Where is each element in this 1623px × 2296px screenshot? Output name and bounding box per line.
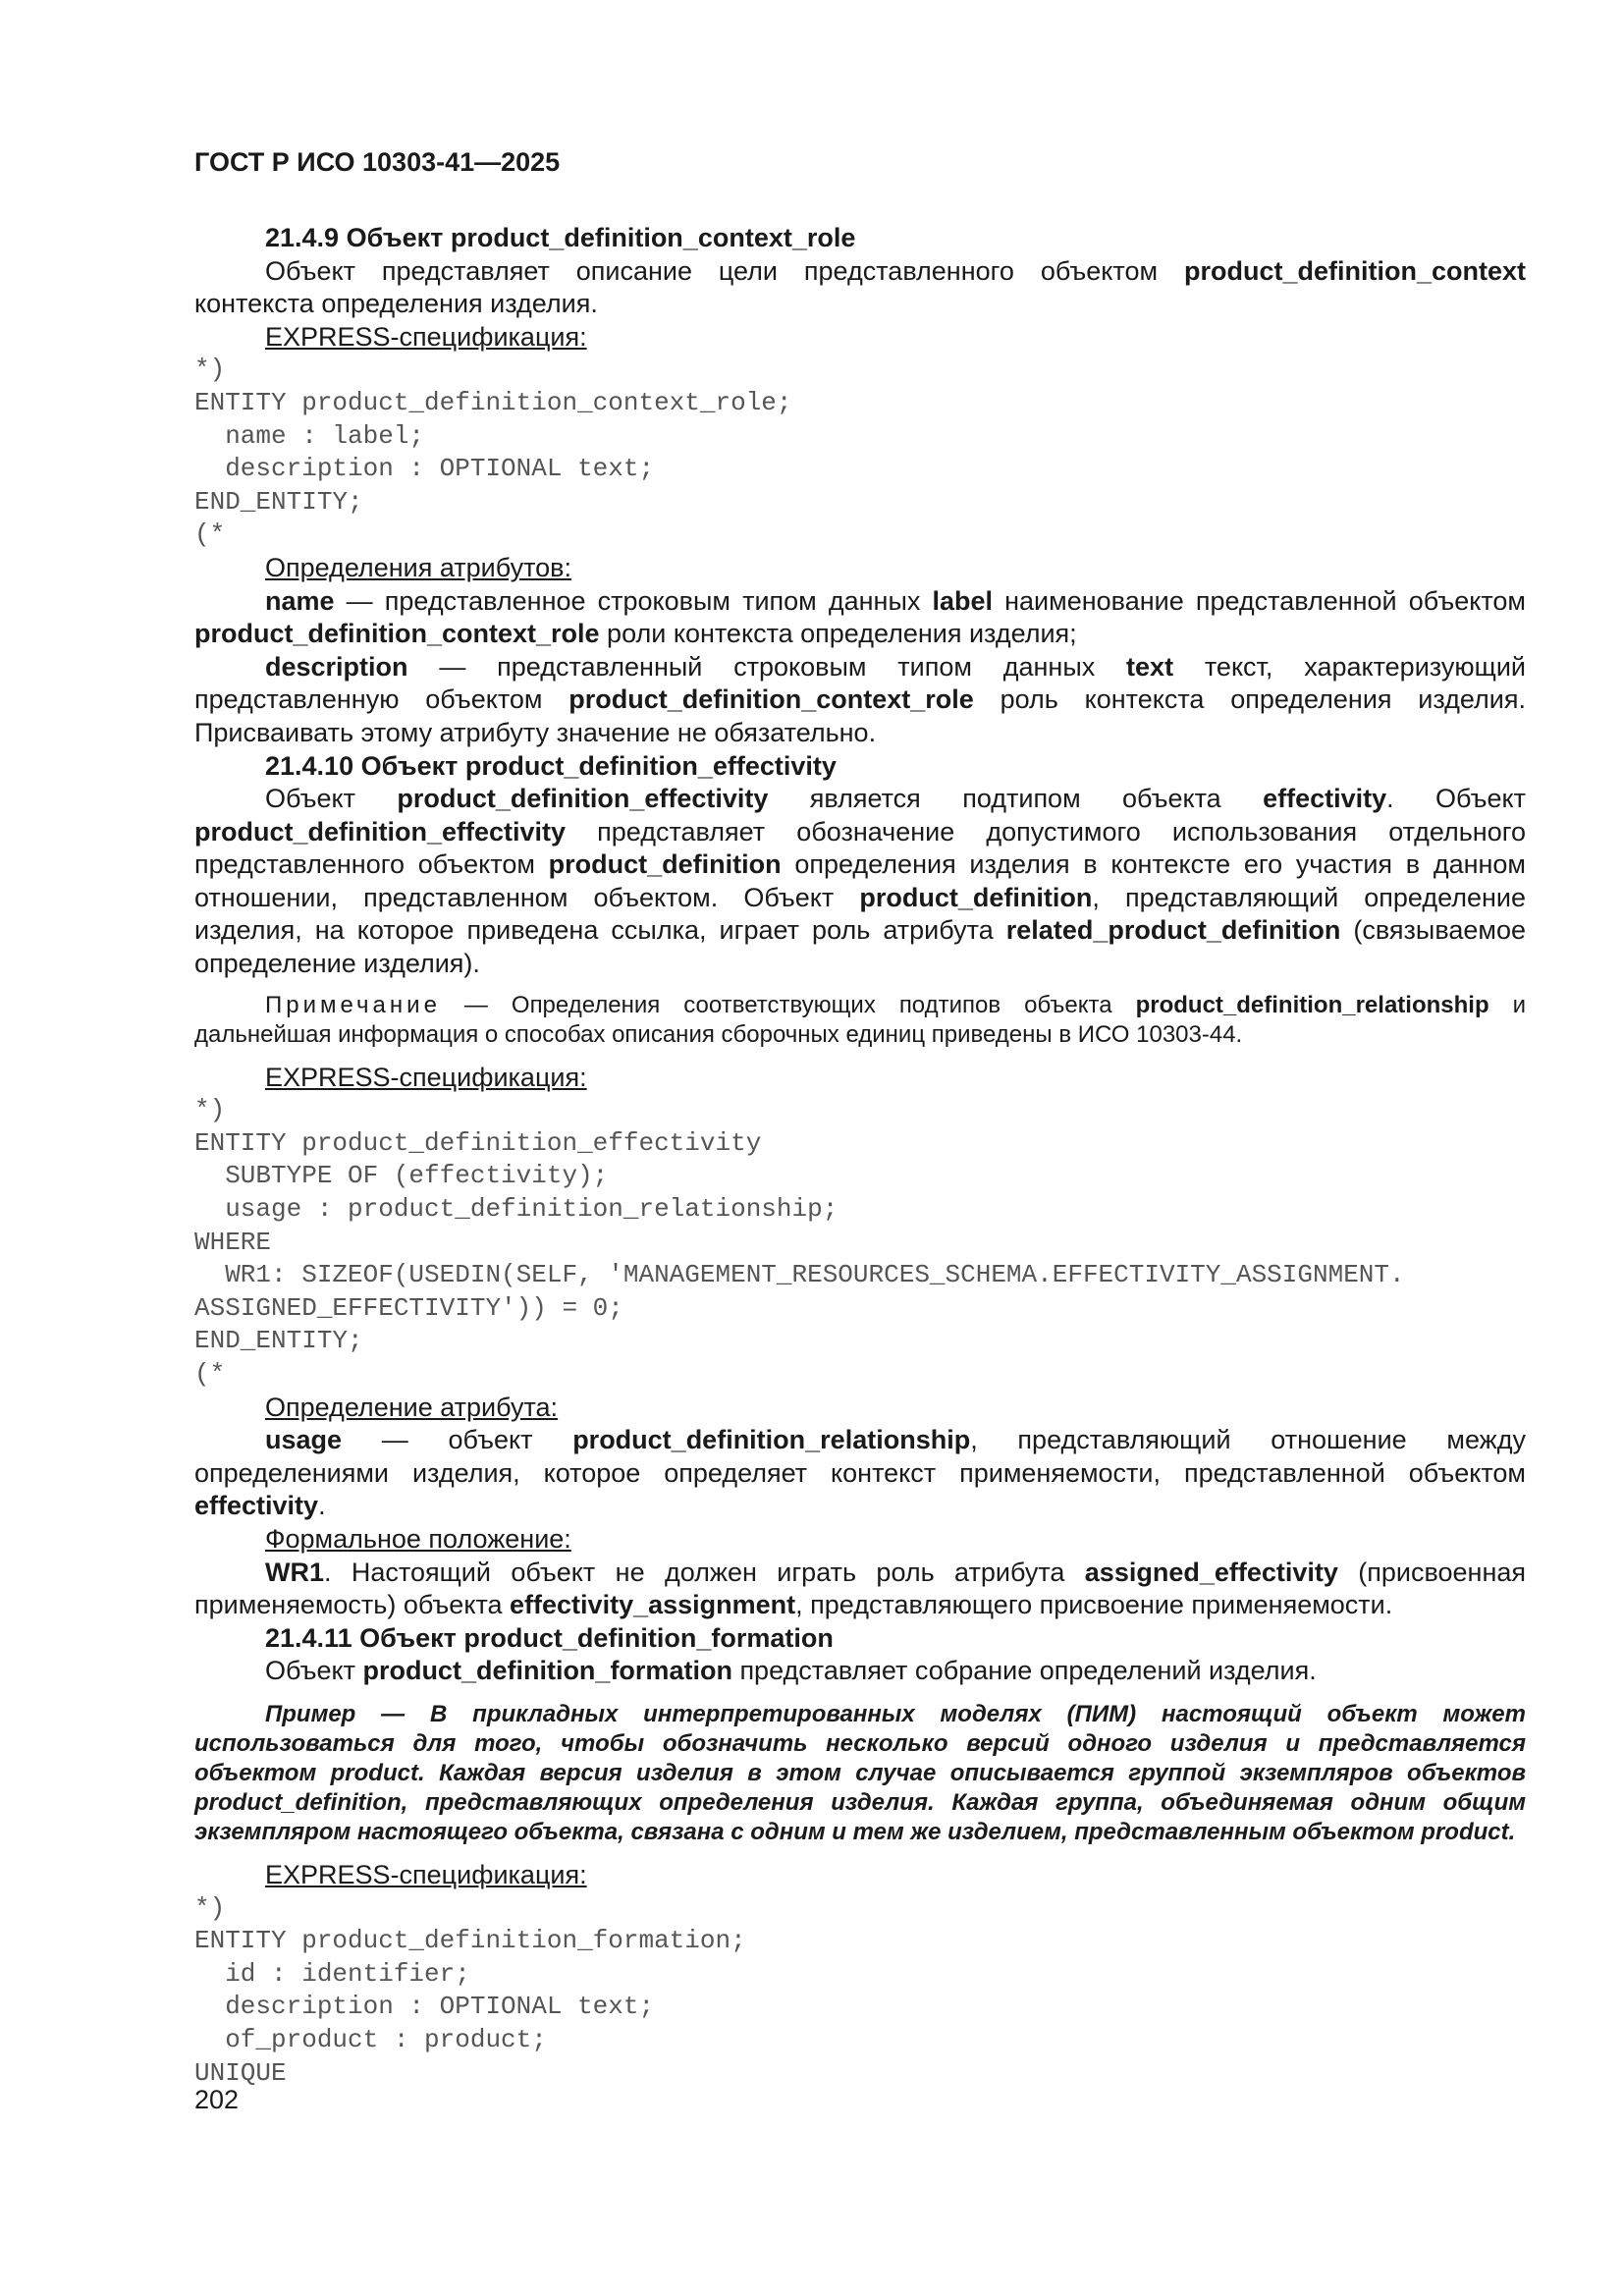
code-line: id : identifier;	[194, 1958, 470, 1989]
code-line: END_ENTITY;	[194, 486, 363, 517]
code-line: of_product : product;	[194, 2024, 547, 2054]
section-description: Объект product_definition_formation представляет собрание определений изделия.	[265, 1656, 1317, 1686]
express-spec-label: EXPRESS-спецификация:	[265, 1859, 587, 1889]
section-description: Объект product_definition_effectivity является подтипом объекта effectivity. Объект product_definition_effectivity представляет обозначение допустимого использования отдельного представленного объектом product_definition определения изделия в контексте его участия в данном отношении, представленном объектом. Объект product_definition, представляющий определение изделия, на которое приведена ссылка, играет роль атрибута related_product_definition (связываемое определение изделия).	[194, 784, 1526, 979]
section-description: Объект представляет описание цели представленного объектом product_definition_context контекста определения изделия.	[194, 255, 1526, 319]
example-text: Пример — В прикладных интерпретированных моделях (ПИМ) настоящий объект может использоваться для того, чтобы обозначить несколько версий одного изделия и представляется объектом product. Каждая версия изделия в этом случае описывается группой экземпляров объектов product_definition, представляющих определения изделия. Каждая группа, объединяемая одним общим экземпляром настоящего объекта, связана с одним и тем же изделием, представленным объектом product.	[194, 1700, 1526, 1845]
attribute-label: Определение атрибута:	[265, 1392, 559, 1422]
code-line: (*	[194, 1359, 226, 1389]
attributes-label: Определения атрибутов:	[265, 552, 572, 582]
page-content	[194, 222, 1526, 2090]
formal-proposition-label: Формальное положение:	[265, 1523, 571, 1554]
code-line: ENTITY product_definition_context_role;	[194, 387, 792, 417]
attribute-definition-name: name — представленное строковым типом данных label наименование представленной объектом product_definition_context_role роли контекста определения изделия;	[194, 585, 1526, 649]
code-line: description : OPTIONAL text;	[194, 1992, 655, 2022]
code-line: ASSIGNED_EFFECTIVITY')) = 0;	[194, 1292, 623, 1323]
express-spec-label: EXPRESS-спецификация:	[265, 1062, 587, 1092]
code-line: *)	[194, 355, 226, 385]
code-line: UNIQUE	[194, 2057, 287, 2088]
code-line: *)	[194, 1892, 226, 1923]
attribute-definition-usage: usage — объект product_definition_relationship, представляющий отношение между определениями изделия, которое определяет контекст применяемости, представленной объектом effectivity.	[194, 1425, 1526, 1521]
section-heading-21-4-9: 21.4.9 Объект product_definition_context_role	[265, 223, 856, 252]
code-line: ENTITY product_definition_formation;	[194, 1926, 746, 1956]
code-line: usage : product_definition_relationship;	[194, 1194, 839, 1225]
code-line: (*	[194, 519, 226, 550]
code-line: name : label;	[194, 420, 425, 451]
formal-proposition-wr1: WR1. Настоящий объект не должен играть роль атрибута assigned_effectivity (присвоенная применяемость) объекта effectivity_assignment, представляющего присвоение применяемости.	[194, 1557, 1527, 1620]
section-heading-21-4-10: 21.4.10 Объект product_definition_effectivity	[265, 750, 837, 781]
code-line: ENTITY product_definition_effectivity	[194, 1127, 762, 1158]
code-line: WR1: SIZEOF(USEDIN(SELF, 'MANAGEMENT_RESOURCES_SCHEMA.EFFECTIVITY_ASSIGNMENT.	[194, 1260, 1405, 1290]
attribute-definition-description: description — представленный строковым типом данных text текст, характеризующий представленную объектом product_definition_context_role роль контекста определения изделия. Присваивать этому атрибуту значение не обязательно.	[194, 651, 1526, 747]
code-line: WHERE	[194, 1227, 272, 1257]
page-number: 202	[194, 2085, 240, 2114]
code-line: SUBTYPE OF (effectivity);	[194, 1161, 609, 1191]
code-line: *)	[194, 1095, 226, 1125]
code-line: description : OPTIONAL text;	[194, 454, 655, 484]
section-heading-21-4-11: 21.4.11 Объект product_definition_formation	[265, 1622, 834, 1653]
code-line: END_ENTITY;	[194, 1326, 363, 1356]
document-header: ГОСТ Р ИСО 10303-41—2025	[194, 147, 561, 177]
note: Примечание — Определения соответствующих подтипов объекта product_definition_relationship и дальнейшая информация о способах описания сборочных единиц приведены в ИСО 10303-44.	[194, 991, 1527, 1048]
express-spec-label: EXPRESS-спецификация:	[265, 321, 587, 352]
